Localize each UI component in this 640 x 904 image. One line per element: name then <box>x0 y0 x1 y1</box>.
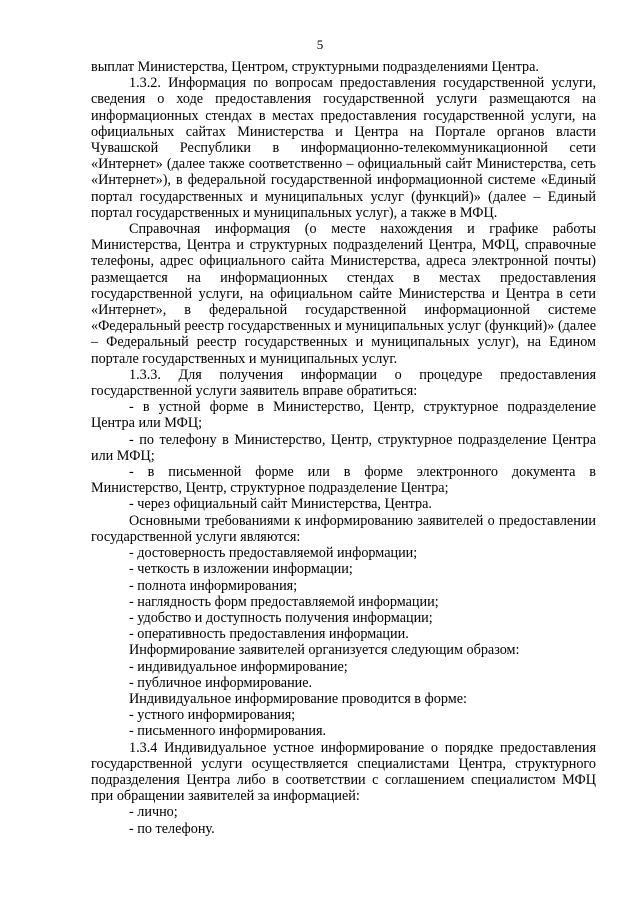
paragraph-continuation: выплат Министерства, Центром, структурными подразделениями Центра. <box>91 59 539 75</box>
list-item-written-form: - в письменной форме или в форме электронного документа в Министерство, Центр, структурное подразделение Центра; <box>91 464 596 497</box>
paragraph-individual-forms: Индивидуальное информирование проводится в форме: <box>129 690 467 707</box>
list-item-reliability: - достоверность предоставляемой информации; <box>129 545 418 562</box>
list-item-promptness: - оперативность предоставления информации. <box>129 626 409 643</box>
paragraph-1-3-4: 1.3.4 Индивидуальное устное информирование о порядке предоставления государственной услуги осуществляется специалистами Центра, структурного подразделения Центра либо в соответствии с соглашением специалистом МФЦ при обращении заявителей за информацией: <box>91 739 596 805</box>
list-item-individual: - индивидуальное информирование; <box>129 658 348 675</box>
list-item-in-person: - лично; <box>129 804 178 821</box>
paragraph-reference-info: Справочная информация (о месте нахождения и графике работы Министерства, Центра и структурных подразделений Центра, МФЦ, справочные телефоны, адрес официального сайта Министерства, адреса электронной почты) размещается на информационных стендах в местах предоставления государственной услуги, на официальном сайте Министерства и Центра в сети «Интернет», в федеральной государственной информационной системе «Федеральный реестр государственных и муниципальных услуг (функций)» (далее – Федеральный реестр государственных и муниципальных услуг), на Едином портале государственных и муниципальных услуг. <box>91 221 596 367</box>
list-item-official-site: - через официальный сайт Министерства, Центра. <box>129 496 432 513</box>
list-item-completeness: - полнота информирования; <box>129 577 298 594</box>
paragraph-1-3-2: 1.3.2. Информация по вопросам предоставления государственной услуги, сведения о ходе предоставления государственной услуги размещаются на информационных стендах в местах предоставления государственной услуги, на официальных сайтах Министерства и Центра на Портале органов власти Чувашской Республики в информационно-телекоммуникационной сети «Интернет» (далее также соответственно – официальный сайт Министерства, сеть «Интернет»), в федеральной государственной информационной системе «Единый портал государственных и муниципальных услуг (функций)» (далее – Единый портал государственных и муниципальных услуг), а также в МФЦ. <box>91 75 596 221</box>
page-number: 5 <box>316 37 324 52</box>
list-item-public: - публичное информирование. <box>129 674 313 691</box>
document-body <box>91 59 596 837</box>
list-item-written-informing: - письменного информирования. <box>129 723 327 740</box>
paragraph-organization: Информирование заявителей организуется следующим образом: <box>129 642 520 659</box>
list-item-oral-informing: - устного информирования; <box>129 707 296 724</box>
paragraph-requirements: Основными требованиями к информированию заявителей о предоставлении государственной услуги являются: <box>91 512 596 545</box>
list-item-telephone: - по телефону. <box>129 820 215 837</box>
list-item-visibility: - наглядность форм предоставляемой информации; <box>129 593 439 610</box>
list-item-convenience: - удобство и доступность получения информации; <box>129 609 433 626</box>
list-item-oral-form: - в устной форме в Министерство, Центр, структурное подразделение Центра или МФЦ; <box>91 399 596 432</box>
paragraph-1-3-3: 1.3.3. Для получения информации о процедуре предоставления государственной услуги заявитель вправе обратиться: <box>91 366 596 400</box>
list-item-clarity: - четкость в изложении информации; <box>129 561 353 578</box>
list-item-by-phone: - по телефону в Министерство, Центр, структурное подразделение Центра или МФЦ; <box>91 431 596 464</box>
